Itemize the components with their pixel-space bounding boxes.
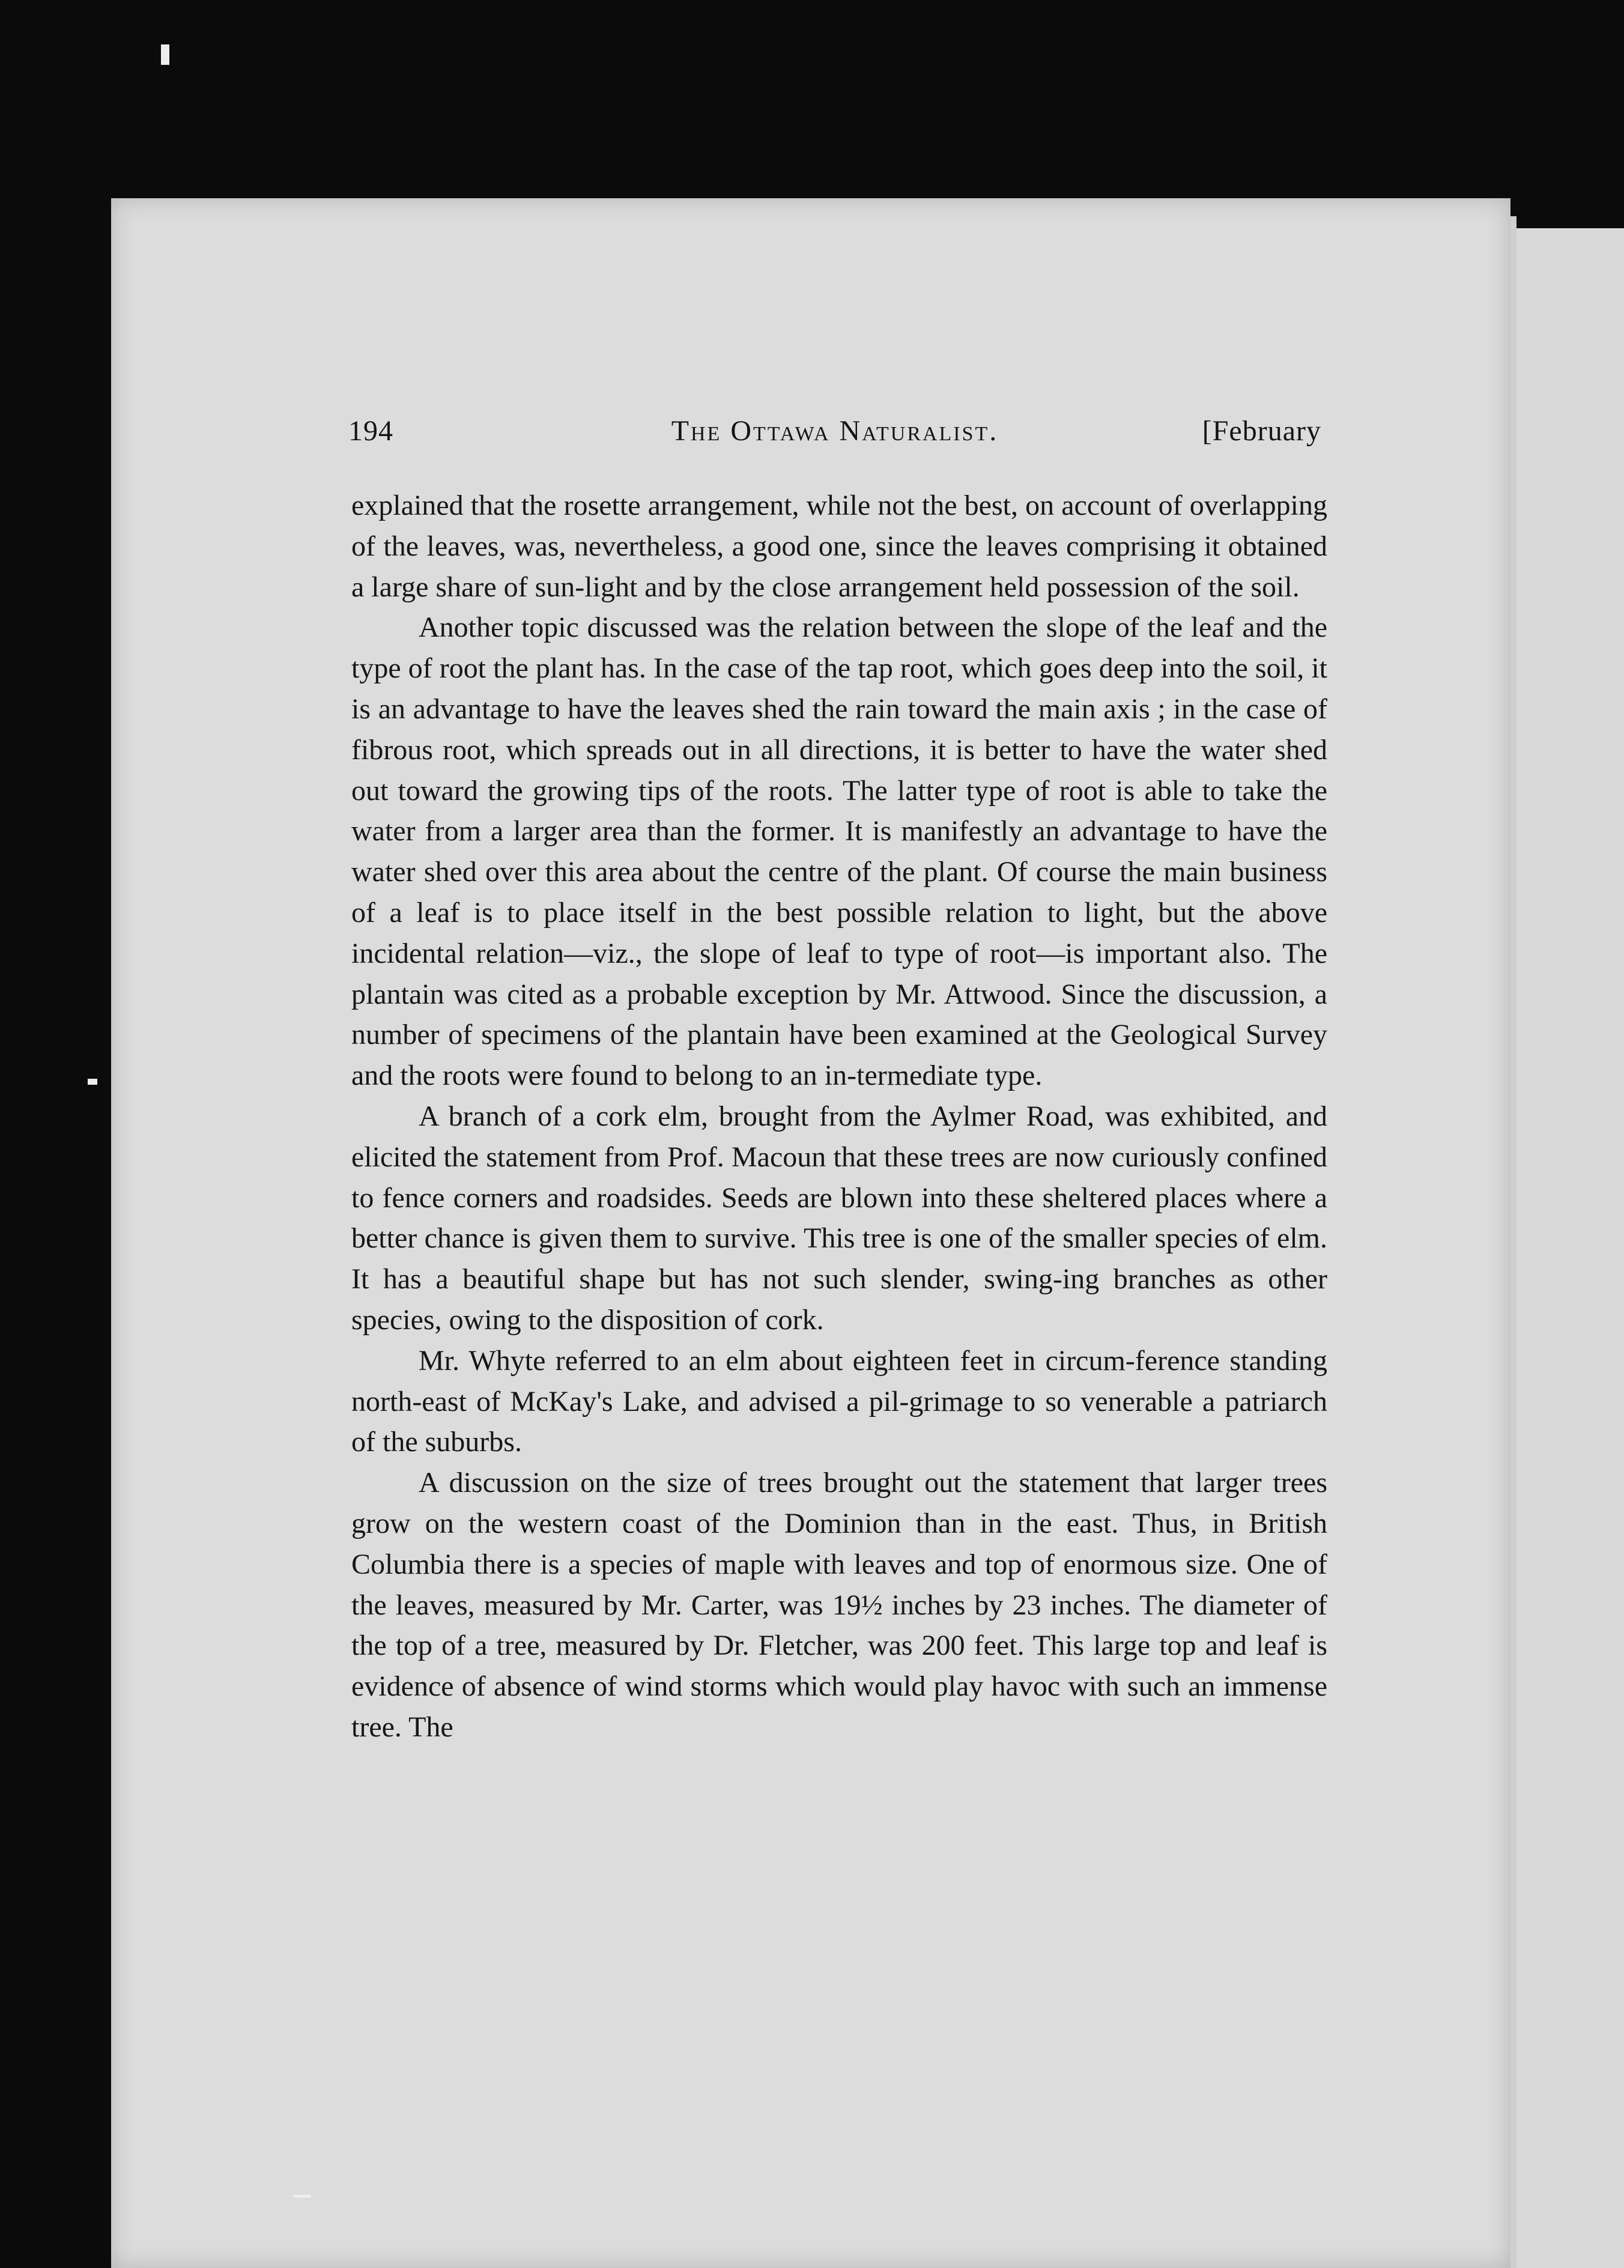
paragraph: A branch of a cork elm, brought from the Aylmer Road, was exhibited, and elicited the statement from Prof. Macoun that these trees are now curiously confined to fence corners and roadsides. Seeds are blown into these sheltered places where a better chance is given them to survive. This tree is one of the smaller species of elm. It has a beautiful shape but has not such slender, swing-ing branches as other species, owing to the disposition of cork. — [351, 1100, 1327, 1336]
paragraph: A discussion on the size of trees brought out the statement that larger trees grow on the western coast of the Dominion than in the east. Thus, in British Columbia there is a species of maple with leaves and top of enormous size. One of the leaves, measured by Mr. Carter, was 19½ inches by 23 inches. The diameter of the top of a tree, measured by Dr. Fletcher, was 200 feet. This large top and leaf is evidence of absence of wind storms which would play havoc with such an immense tree. The — [351, 1467, 1327, 1743]
scan-speck — [293, 2195, 311, 2198]
paragraph: Another topic discussed was the relation between the slope of the leaf and the type of root the plant has. In the case of the tap root, which goes deep into the soil, it is an advantage to have the leaves shed the rain toward the main axis ; in the case of fibrous root, which spreads out in all directions, it is better to have the water shed out toward the growing tips of the roots. The latter type of root is able to take the water from a larger area than the former. It is manifestly an advantage to have the water shed over this area about the centre of the plant. Of course the main business of a leaf is to place itself in the best possible relation to light, but the above incidental relation—viz., the slope of leaf to type of root—is important also. The plantain was cited as a probable exception by Mr. Attwood. Since the discussion, a number of specimens of the plantain have been examined at the Geological Survey and the roots were found to belong to an in-termediate type. — [351, 611, 1327, 1092]
paragraph: explained that the rosette arrangement, while not the best, on account of overlapping of the leaves, was, nevertheless, a good one, since the leaves comprising it obtained a large share of sun-light and by the close arrangement held possession of the soil. — [351, 490, 1327, 603]
page-number: 194 — [348, 415, 393, 447]
running-header — [348, 414, 1321, 450]
paragraph: Mr. Whyte referred to an elm about eighteen feet in circum-ference standing north-east of McKay's Lake, and advised a pil-grimage to so venerable a patriarch of the suburbs. — [351, 1344, 1327, 1458]
facing-page-edge — [1516, 228, 1624, 2268]
article-body — [351, 485, 1327, 1748]
journal-title: The Ottawa Naturalist. — [671, 415, 999, 447]
issue-month: [February — [1202, 415, 1321, 447]
scan-speck — [161, 44, 169, 65]
scan-speck — [88, 1079, 97, 1085]
page-edge — [1510, 216, 1516, 2268]
